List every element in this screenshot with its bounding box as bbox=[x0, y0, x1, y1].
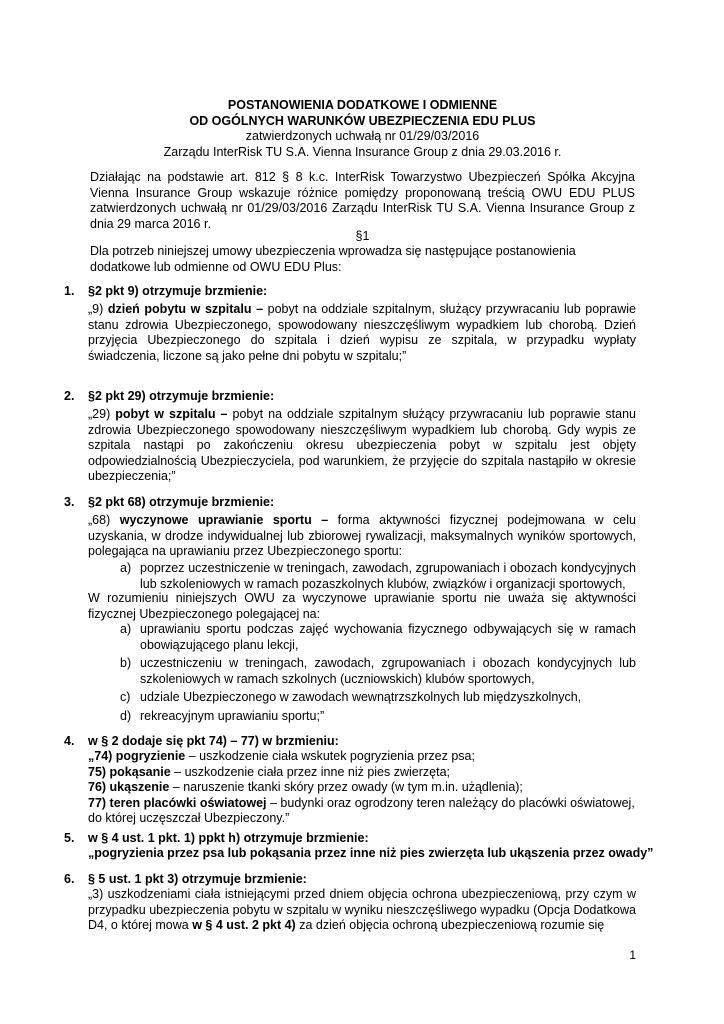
body-text: „3) uszkodzeniami ciała istniejącymi przed dniem objęcia ochrona ubezpieczeniową, przy czym w przypadku ubezpieczenia pobytu w szpitalu w wyniku nieszczęśliwego wypadku (Opcja Dodatkowa D4, o której mowa bbox=[88, 887, 636, 932]
section-number: 3. bbox=[64, 495, 75, 509]
page-number: 1 bbox=[629, 948, 636, 962]
definition-item bbox=[88, 765, 636, 781]
intro-paragraph: Działając na podstawie art. 812 § 8 k.c. InterRisk Towarzystwo Ubezpieczeń Spółka Akcyjna Vienna Insurance Group wskazuje różnice pomiędzy proponowaną treścią OWU EDU PLUS zatwierdzonych uchwałą nr 01/29/03/2016 Zarządu InterRisk TU S.A. Vienna Insurance Group z dnia 29 marca 2016 r. bbox=[90, 170, 635, 231]
section-body bbox=[88, 887, 636, 934]
list-item-label: c) bbox=[120, 690, 131, 704]
preamble-text: Dla potrzeb niniejszej umowy ubezpieczenia wprowadza się następujące postanowienia dodatkowe lub odmienne od OWU EDU Plus: bbox=[90, 244, 576, 274]
definition-text: – naruszenie tkanki skóry przez owady (w tym m.in. użądlenia); bbox=[169, 780, 523, 794]
reference-text: w § 4 ust. 2 pkt 4) bbox=[192, 918, 296, 932]
list-item-label: d) bbox=[120, 708, 132, 723]
subtitle-line-2: Zarządu InterRisk TU S.A. Vienna Insurance Group z dnia 29.03.2016 r. bbox=[163, 144, 562, 159]
section-heading: w § 2 dodaje się pkt 74) – 77) w brzmieniu: bbox=[88, 734, 339, 748]
defined-term: pobyt w szpitalu – bbox=[115, 407, 228, 421]
list-item-text: uczestniczeniu w treningach, zawodach, zgrupowaniach i obozach kondycyjnych lub szkoleniowych w ramach szkolnych (uczniowskich) klubów sportowych, bbox=[140, 656, 636, 686]
list-item-text: udziale Ubezpieczonego w zawodach wewnątrzszkolnych lub międzyszkolnych, bbox=[140, 690, 582, 704]
section-heading: § 5 ust. 1 pkt 3) otrzymuje brzmienie: bbox=[88, 872, 307, 886]
section-body bbox=[88, 513, 636, 560]
quote-prefix: „29) bbox=[88, 407, 116, 421]
section-heading: §2 pkt 9) otrzymuje brzmienie: bbox=[88, 284, 268, 298]
defined-term: 77) teren placówki oświatowej bbox=[88, 795, 267, 810]
list-item bbox=[120, 656, 636, 687]
quote-prefix: „68) bbox=[88, 513, 120, 527]
exclusion-intro: W rozumieniu niniejszych OWU za wyczynowe uprawianie sportu nie uważa się aktywności fizycznej Ubezpieczonego polegającej na: bbox=[88, 591, 636, 621]
section-number: 6. bbox=[64, 872, 75, 886]
section-heading: §2 pkt 29) otrzymuje brzmienie: bbox=[88, 389, 275, 403]
defined-term: 75) pokąsanie bbox=[88, 764, 171, 779]
list-item bbox=[120, 690, 636, 706]
section-number: 5. bbox=[64, 831, 75, 845]
list-item-label: a) bbox=[120, 622, 132, 636]
body-text-continued: za dzień objęcia ochroną ubezpieczeniową rozumie się bbox=[295, 918, 605, 932]
section-number: 4. bbox=[64, 734, 75, 748]
list-item bbox=[120, 709, 636, 725]
definition-text: pobyt na oddziale szpitalnym służący przywracaniu lub poprawie stanu zdrowia Ubezpieczonego spowodowany nieszczęśliwym wypadkiem lub chorobą. Gdy wypis ze szpitala nastąpi po zakończeniu okresu ubezpieczenia pobyt w szpitalu jest objęty odpowiedzialnością Ubezpieczyciela, pod warunkiem, że przyjęcie do szpitala nastąpiło w okresie ubezpieczenia;” bbox=[88, 407, 637, 483]
paragraph-sign: §1 bbox=[355, 229, 370, 243]
defined-term: 76) ukąszenie bbox=[88, 780, 170, 794]
definition-text: – uszkodzenie ciała przez inne niż pies zwierzęta; bbox=[170, 764, 450, 779]
definition-item bbox=[88, 749, 636, 765]
list-item-text: poprzez uczestniczenie w treningach, zawodach, zgrupowaniach i obozach kondycyjnych lub szkoleniowych w ramach pozaszkolnych klubów, związków i organizacji sportowych, bbox=[140, 561, 636, 591]
list-item-label: a) bbox=[120, 561, 132, 575]
title-line-2: OD OGÓLNYCH WARUNKÓW UBEZPIECZENIA EDU PLUS bbox=[189, 113, 536, 128]
subtitle-line-1: zatwierdzonych uchwałą nr 01/29/03/2016 bbox=[245, 129, 480, 143]
section-body bbox=[88, 749, 636, 827]
excluded-list bbox=[120, 622, 636, 724]
section-heading: w § 4 ust. 1 pkt. 1) ppkt h) otrzymuje brzmienie: bbox=[88, 831, 369, 845]
definition-text: forma aktywności fizycznej podejmowana w celu uzyskania, w drodze indywidualnej lub zbiorowej rywalizacji, maksymalnych wyników sportowych, polegająca na uprawianiu przez Ubezpieczonego sportu: bbox=[88, 513, 636, 558]
definition-item bbox=[88, 796, 636, 827]
defined-term: wyczynowe uprawianie sportu – bbox=[119, 513, 329, 527]
section-number: 2. bbox=[64, 389, 75, 403]
section-body bbox=[88, 407, 636, 485]
section-body: „pogryzienia przez psa lub pokąsania przez inne niż pies zwierzęta lub ukąszenia przez owady” bbox=[88, 846, 654, 860]
list-item bbox=[120, 622, 636, 653]
section-number: 1. bbox=[64, 284, 75, 298]
definition-text: – uszkodzenie ciała wskutek pogryzienia przez psa; bbox=[185, 749, 475, 763]
title-line-1: POSTANOWIENIA DODATKOWE I ODMIENNE bbox=[227, 98, 498, 112]
document-header bbox=[90, 98, 635, 160]
list-item bbox=[120, 561, 636, 592]
definition-text: – budynki oraz ogrodzony teren należący do placówki oświatowej, do której uczęszczał Ubezpieczony.” bbox=[88, 795, 635, 825]
defined-term: dzień pobytu w szpitalu – bbox=[107, 302, 264, 316]
definition-item bbox=[88, 780, 636, 796]
quote-prefix: „9) bbox=[88, 302, 108, 316]
section-heading: §2 pkt 68) otrzymuje brzmienie: bbox=[88, 495, 275, 509]
list-item-text: rekreacyjnym uprawianiu sportu;” bbox=[140, 708, 325, 723]
defined-term: „74) pogryzienie bbox=[88, 749, 186, 763]
definition-text: pobyt na oddziale szpitalnym, służący przywracaniu lub poprawie stanu zdrowia Ubezpieczonego, spowodowany nieszczęśliwym wypadkiem lub chorobą. Dzień przyjęcia Ubezpieczonego do szpitala i dzień wypisu ze szpitala, w przypadku wypłaty świadczenia, liczone są jako pełne dni pobytu w szpitalu;” bbox=[88, 302, 637, 363]
included-list bbox=[120, 561, 636, 592]
section-body bbox=[88, 302, 636, 364]
list-item-label: b) bbox=[120, 656, 132, 670]
list-item-text: uprawianiu sportu podczas zajęć wychowania fizycznego odbywających się w ramach obowiązującego planu lekcji, bbox=[140, 622, 636, 652]
